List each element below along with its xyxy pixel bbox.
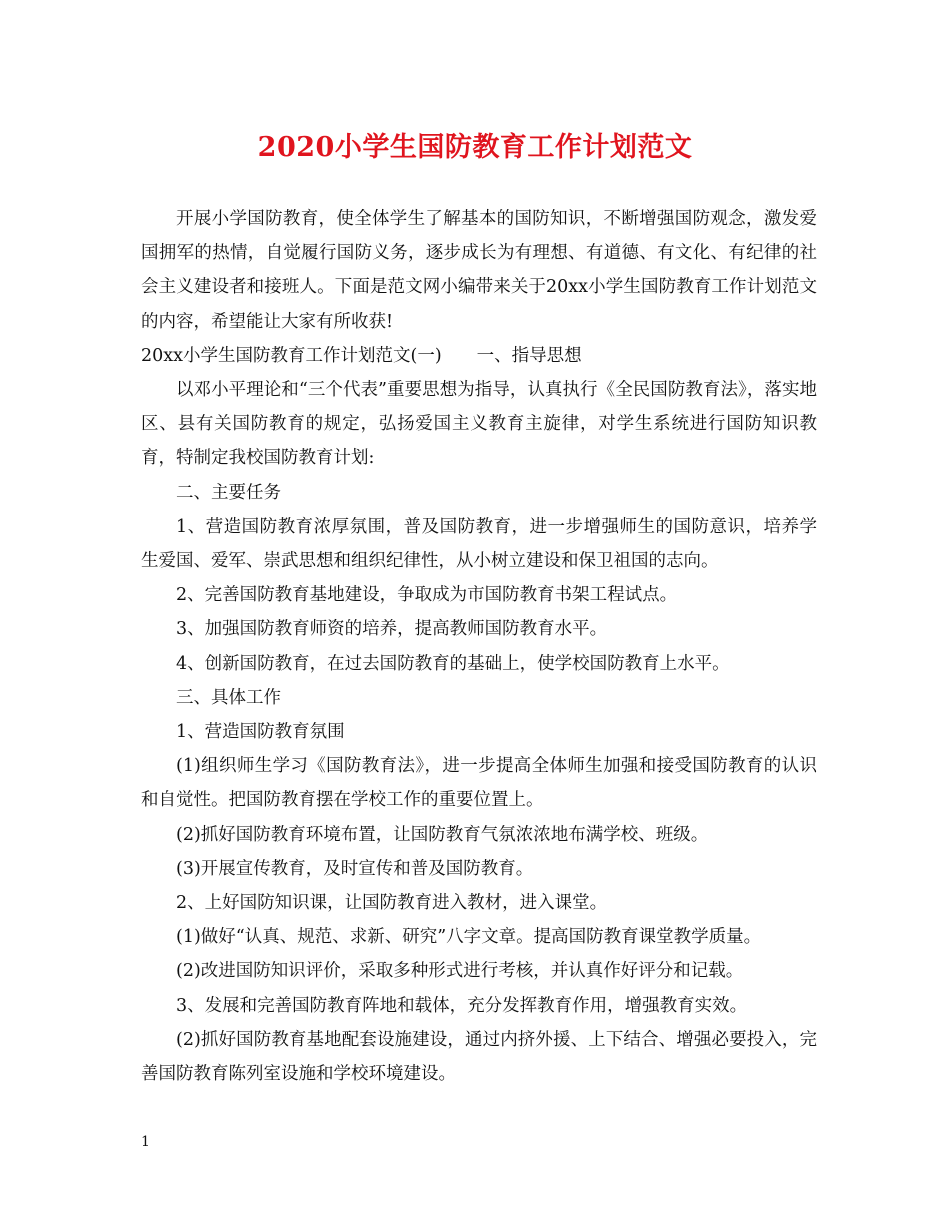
section-heading-plan-one: 20xx小学生国防教育工作计划范文(一) 一、指导思想 — [141, 345, 582, 366]
heading-main-tasks: 二、主要任务 — [176, 482, 281, 503]
work-subitem-2-1: (1)做好“认真、规范、求新、研究”八字文章。提高国防教育课堂教学质量。 — [176, 927, 762, 948]
document-title: 2020小学生国防教育工作计划范文 — [257, 132, 693, 163]
task-item-3: 3、加强国防教育师资的培养，提高教师国防教育水平。 — [176, 619, 608, 640]
document-body — [141, 202, 817, 1091]
work-item-1: 1、营造国防教育氛围 — [176, 722, 345, 743]
work-subitem-2-2: (2)改进国防知识评价，采取多种形式进行考核，并认真作好评分和记载。 — [176, 961, 744, 982]
work-subitem-1-1: (1)组织师生学习《国防教育法》，进一步提高全体师生加强和接受国防教育的认识和自觉性。把国防教育摆在学校工作的重要位置上。 — [141, 756, 817, 811]
work-subitem-1-3: (3)开展宣传教育，及时宣传和普及国防教育。 — [176, 858, 534, 879]
work-subitem-1-2: (2)抓好国防教育环境布置，让国防教育气氛浓浓地布满学校、班级。 — [176, 824, 709, 845]
work-subitem-3-2: (2)抓好国防教育基地配套设施建设，通过内挤外援、上下结合、增强必要投入，完善国防教育陈列室设施和学校环境建设。 — [141, 1029, 817, 1085]
guiding-ideology-paragraph: 以邓小平理论和“三个代表”重要思想为指导，认真执行《全民国防教育法》，落实地区、县有关国防教育的规定，弘扬爱国主义教育主旋律，对学生系统进行国防知识教育，特制定我校国防教育计划: — [141, 380, 817, 469]
work-item-3: 3、发展和完善国防教育阵地和载体，充分发挥教育作用，增强教育实效。 — [176, 995, 748, 1016]
task-item-2: 2、完善国防教育基地建设，争取成为市国防教育书架工程试点。 — [176, 585, 678, 606]
work-item-2: 2、上好国防知识课，让国防教育进入教材，进入课堂。 — [176, 893, 608, 914]
task-item-1: 1、营造国防教育浓厚氛围，普及国防教育，进一步增强师生的国防意识，培养学生爱国、爱军、崇武思想和组织纪律性，从小树立建设和保卫祖国的志向。 — [141, 516, 817, 572]
task-item-4: 4、创新国防教育，在过去国防教育的基础上，使学校国防教育上水平。 — [176, 653, 730, 674]
intro-paragraph: 开展小学国防教育，使全体学生了解基本的国防知识，不断增强国防观念，激发爱国拥军的热情，自觉履行国防义务，逐步成长为有理想、有道德、有文化、有纪律的社会主义建设者和接班人。下面是范文网小编带来关于20xx小学生国防教育工作计划范文的内容，希望能让大家有所收获! — [141, 209, 817, 332]
page-number: 1 — [141, 1134, 150, 1150]
heading-specific-work: 三、具体工作 — [176, 687, 281, 708]
